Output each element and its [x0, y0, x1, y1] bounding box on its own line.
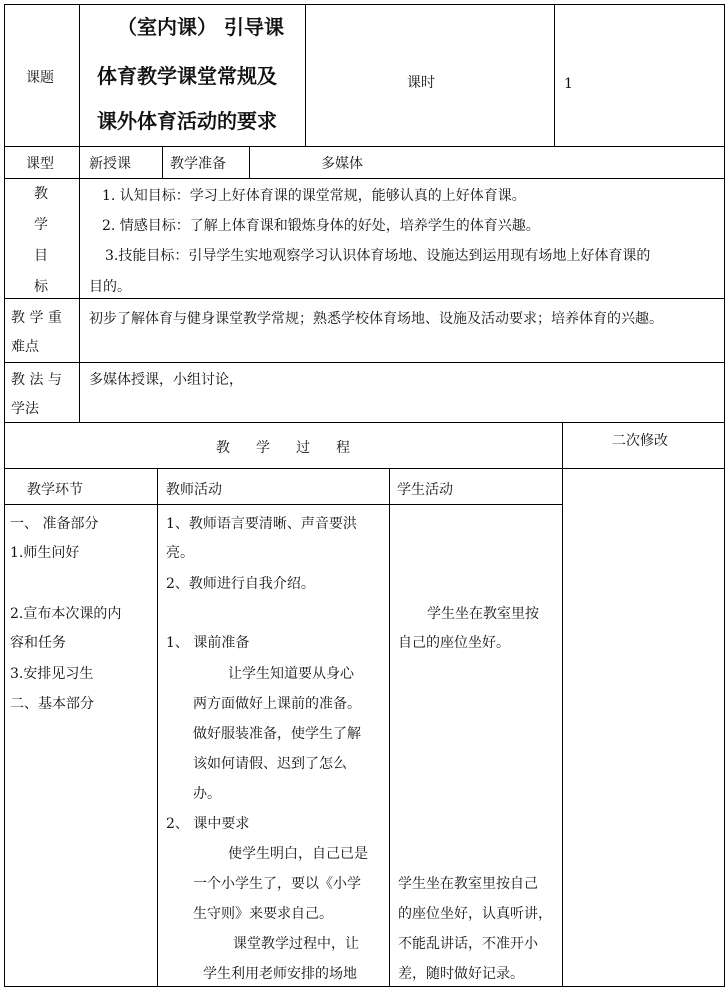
divider	[4, 422, 725, 423]
teacher-line: 课堂教学过程中，让	[233, 936, 359, 952]
prep-label: 教学准备	[170, 156, 226, 172]
student-line: 自己的座位坐好。	[398, 635, 510, 651]
teacher-line: 让学生知道要从身心	[228, 666, 354, 682]
goal-line: 3.技能目标：引导学生实地观察学习认识体育场地、设施达到运用现有场地上好体育课的	[105, 248, 651, 264]
divider	[249, 146, 250, 178]
goal-line: 目的。	[89, 279, 131, 295]
teacher-line: 该如何请假、迟到了怎么	[193, 756, 347, 772]
divider	[162, 146, 163, 178]
teacher-line: 两方面做好上课前的准备。	[193, 696, 361, 712]
lesson-title-line: 课外体育活动的要求	[97, 109, 277, 133]
divider	[79, 4, 80, 422]
divider	[389, 468, 390, 987]
stage-item: 容和任务	[10, 635, 66, 651]
stage-item: 一、 准备部分	[10, 516, 99, 532]
student-line: 不能乱讲话，不准开小	[398, 936, 538, 952]
goals-label-char: 教	[34, 186, 48, 202]
key-points-text: 初步了解体育与健身课堂教学常规；熟悉学校体育场地、设施及活动要求；培养体育的兴趣。	[89, 311, 663, 327]
period-value: 1	[564, 76, 573, 92]
teacher-line: 使学生明白，自己已是	[228, 846, 368, 862]
lesson-title-line: （室内课） 引导课	[117, 15, 284, 39]
divider	[157, 468, 158, 987]
topic-label: 课题	[26, 70, 54, 86]
teacher-line: 亮。	[166, 545, 194, 561]
teacher-line: 生守则》来要求自己。	[193, 906, 333, 922]
student-line: 学生坐在教室里按	[427, 606, 539, 622]
type-value: 新授课	[89, 156, 131, 172]
col-header-stage: 教学环节	[27, 482, 83, 498]
divider	[4, 298, 725, 299]
type-label: 课型	[26, 156, 54, 172]
stage-item: 二、基本部分	[10, 696, 94, 712]
key-points-label: 难点	[11, 339, 39, 355]
divider	[305, 4, 306, 146]
goal-line: 2. 情感目标：了解上体育课和锻炼身体的好处，培养学生的体育兴趣。	[102, 218, 540, 234]
col-header-student: 学生活动	[397, 482, 453, 498]
border-right	[724, 4, 725, 987]
methods-label: 教 法 与	[11, 372, 62, 388]
divider	[554, 4, 555, 146]
divider	[4, 468, 725, 469]
col-header-teacher: 教师活动	[166, 482, 222, 498]
teacher-line: 1、 课前准备	[166, 635, 250, 651]
process-heading: 教学过程	[216, 440, 376, 456]
teacher-line: 办。	[193, 786, 221, 802]
teacher-line: 学生利用老师安排的场地	[203, 966, 357, 982]
divider	[562, 422, 563, 987]
teacher-line: 1、教师语言要清晰、声音要洪	[166, 516, 357, 532]
stage-item: 3.安排见习生	[10, 666, 94, 682]
methods-text: 多媒体授课，小组讨论，	[89, 372, 243, 388]
student-line: 学生坐在教室里按自己	[398, 876, 538, 892]
stage-item: 2.宣布本次课的内	[10, 606, 122, 622]
goal-line: 1. 认知目标：学习上好体育课的课堂常规，能够认真的上好体育课。	[102, 188, 526, 204]
teacher-line: 2、教师进行自我介绍。	[166, 576, 315, 592]
goals-label-char: 标	[34, 279, 48, 295]
prep-value: 多媒体	[321, 156, 363, 172]
methods-label: 学法	[11, 401, 39, 417]
divider	[4, 146, 725, 147]
key-points-label: 教 学 重	[11, 310, 62, 326]
teacher-line: 做好服装准备，使学生了解	[193, 726, 361, 742]
divider	[4, 504, 563, 505]
border-left	[4, 4, 5, 987]
goals-label-char: 目	[34, 248, 48, 264]
student-line: 的座位坐好，认真听讲，	[398, 906, 552, 922]
student-line: 差，随时做好记录。	[398, 966, 524, 982]
border-bottom	[4, 986, 725, 987]
lesson-title-line: 体育教学课堂常规及	[97, 64, 277, 88]
teacher-line: 一个小学生了，要以《小学	[193, 876, 361, 892]
goals-label-char: 学	[34, 217, 48, 233]
divider	[4, 178, 725, 179]
teacher-line: 2、 课中要求	[166, 816, 250, 832]
border-top	[4, 4, 725, 5]
divider	[4, 362, 725, 363]
revision-label: 二次修改	[612, 433, 668, 449]
stage-item: 1.师生问好	[10, 545, 80, 561]
period-label: 课时	[407, 75, 435, 91]
